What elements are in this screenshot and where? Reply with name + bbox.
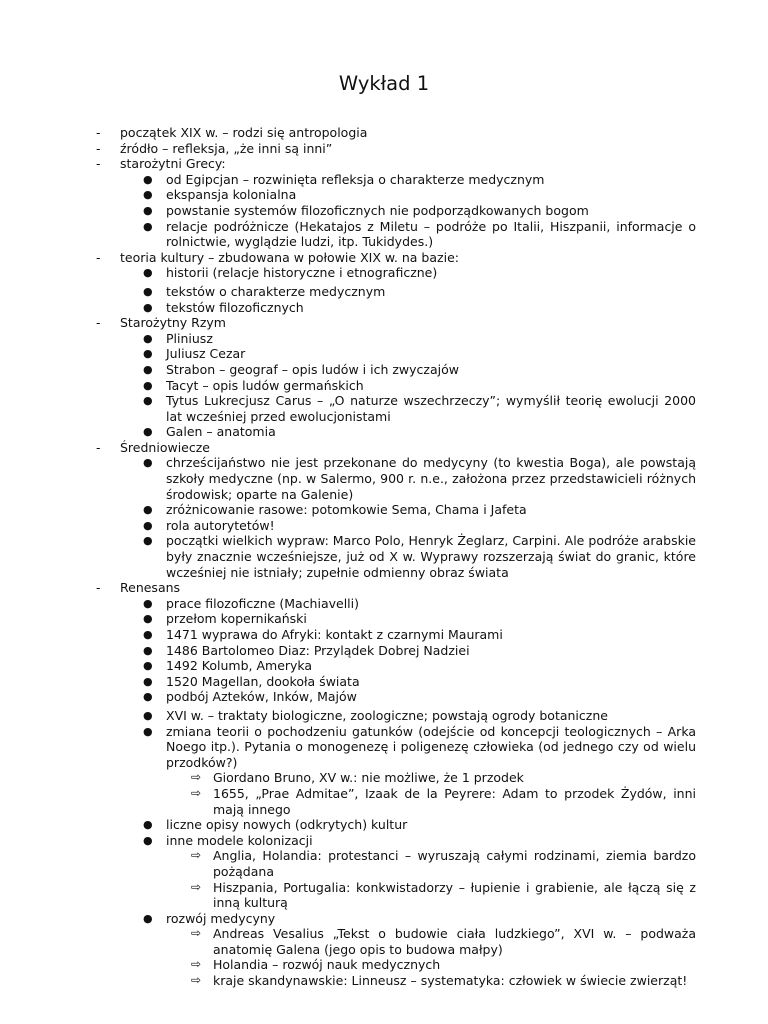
bullet-icon: ● [143,534,153,548]
bullet-item-text: zróżnicowanie rasowe: potomkowie Sema, Chama i Jafeta [166,502,527,518]
bullet-icon: ● [143,188,153,202]
bullet-item [0,689,768,705]
arrow-item [0,786,768,817]
arrow-icon: ⇨ [191,973,202,988]
bullet-item-text: 1486 Bartolomeo Diaz: Przylądek Dobrej Nadziei [166,642,470,658]
bullet-icon: ● [143,300,153,314]
bullet-item [0,393,768,424]
outline-list [0,125,768,989]
bullet-item-text: od Egipcjan – rozwinięta refleksja o charakterze medycznym [166,171,545,187]
bullet-icon: ● [143,362,153,376]
bullet-item-text: historii (relacje historyczne i etnograficzne) [166,265,438,281]
dash-marker: - [96,156,101,172]
bullet-item [0,911,768,927]
arrow-icon: ⇨ [191,785,202,800]
arrow-item-text: kraje skandynawskie: Linneusz – systematyka: człowiek w świecie zwierząt! [213,973,688,989]
bullet-item-text: ekspansja kolonialna [166,187,297,203]
bullet-icon: ● [143,284,153,298]
bullet-icon: ● [143,833,153,847]
bullet-item-text: Galen – anatomia [166,424,276,440]
bullet-item [0,265,768,281]
bullet-item-text: liczne opisy nowych (odkrytych) kultur [166,817,408,833]
dash-marker: - [96,580,101,596]
section-item [0,156,768,172]
arrow-icon: ⇨ [191,926,202,941]
bullet-icon: ● [143,378,153,392]
section-item [0,250,768,266]
bullet-item-text: 1492 Kolumb, Ameryka [166,658,313,674]
bullet-item [0,817,768,833]
arrow-item [0,926,768,957]
bullet-item-text: 1471 wyprawa do Afryki: kontakt z czarnymi Maurami [166,627,503,642]
bullet-item [0,724,768,771]
section-item-text: starożytni Grecy: [120,156,226,172]
bullet-icon: ● [143,172,153,186]
bullet-item-text: rozwój medycyny [166,910,276,926]
bullet-icon: ● [143,690,153,704]
arrow-item [0,957,768,973]
bullet-item-text: rola autorytetów! [166,517,275,533]
arrow-icon: ⇨ [191,879,202,894]
section-item-text: Średniowiecze [120,439,210,455]
bullet-item [0,674,768,690]
bullet-icon: ● [143,219,153,233]
bullet-item [0,203,768,219]
bullet-icon: ● [143,203,153,217]
bullet-icon: ● [143,394,153,408]
section-item-text: Renesans [120,580,181,596]
bullet-icon: ● [143,425,153,439]
section-item [0,125,768,141]
dash-marker: - [96,140,101,156]
bullet-item-text: powstanie systemów filozoficznych nie podporządkowanych bogom [166,202,589,218]
arrow-item-text: Andreas Vesalius „Tekst o budowie ciała ludzkiego”, XVI w. – podważa anatomię Galena (jego opis to budowa małpy) [213,926,696,957]
bullet-item [0,627,768,643]
bullet-item [0,455,768,502]
bullet-item [0,502,768,518]
bullet-icon: ● [143,331,153,345]
bullet-item [0,219,768,250]
arrow-item-text: Hiszpania, Portugalia: konkwistadorzy – łupienie i grabienie, ale łączą się z inną kulturą [213,879,696,911]
bullet-item [0,833,768,849]
arrow-icon: ⇨ [191,957,202,972]
arrow-item [0,973,768,989]
bullet-item [0,658,768,674]
bullet-item-text: przełom kopernikański [166,611,307,627]
bullet-item-text: Tytus Lukrecjusz Carus – „O naturze wszechrzeczy”; wymyślił teorię ewolucji 2000 lat wcześniej przed ewolucjonistami [166,393,696,424]
bullet-icon: ● [143,518,153,532]
arrow-icon: ⇨ [191,770,202,785]
document-title: Wykład 1 [338,72,430,95]
bullet-icon: ● [143,628,153,641]
section-item [0,580,768,596]
bullet-item-text: podbój Azteków, Inków, Majów [166,689,357,705]
bullet-item-text: Tacyt – opis ludów germańskich [166,377,364,393]
arrow-item-text: 1655, „Prae Admitae”, Izaak de la Peyrere: Adam to przodek Żydów, inni mają innego [213,785,696,817]
bullet-item [0,596,768,612]
arrow-item-text: Holandia – rozwój nauk medycznych [213,957,441,973]
section-item [0,141,768,157]
bullet-icon: ● [143,674,153,688]
bullet-icon: ● [143,818,153,832]
bullet-item [0,362,768,378]
bullet-item-text: prace filozoficzne (Machiavelli) [166,595,359,611]
bullet-item-text: tekstów filozoficznych [166,299,304,315]
bullet-item-text: relacje podróżnicze (Hekatajos z Miletu – podróże po Italii, Hiszpanii, informacje o rolnictwie, wyglądzie ludzi, itp. Tukidydes.) [166,218,696,250]
bullet-item [0,346,768,362]
section-item-text: teoria kultury – zbudowana w połowie XIX w. na bazie: [120,249,459,265]
arrow-item-text: Giordano Bruno, XV w.: nie możliwe, że 1 przodek [213,770,524,786]
bullet-item-text: Pliniusz [166,330,213,346]
dash-marker: - [96,439,101,455]
dash-marker: - [96,315,101,331]
bullet-icon: ● [143,708,153,722]
bullet-icon: ● [143,503,153,517]
section-item-text: źródło – refleksja, „że inni są inni” [120,140,333,156]
section-item-text: początek XIX w. – rodzi się antropologia [120,125,368,140]
bullet-icon: ● [143,911,153,925]
arrow-item [0,770,768,786]
bullet-item-text: inne modele kolonizacji [166,832,313,848]
bullet-item [0,331,768,347]
bullet-item [0,611,768,627]
bullet-item [0,172,768,188]
bullet-item-text: XVI w. – traktaty biologiczne, zoologiczne; powstają ogrody botaniczne [166,707,608,723]
arrow-item [0,848,768,879]
bullet-item [0,284,768,300]
bullet-item-text: chrześcijaństwo nie jest przekonane do medycyny (to kwestia Boga), ale powstają szkoły medyczne (np. w Salermo, 900 r. n.e., założona przez przedstawicieli różnych środowisk; oparte na Galenie) [166,455,696,502]
arrow-item-text: Anglia, Holandia: protestanci – wyruszają całymi rodzinami, ziemia bardzo pożądana [213,848,696,879]
bullet-item-text: Juliusz Cezar [166,346,246,362]
bullet-icon: ● [143,266,153,280]
bullet-item-text: zmiana teorii o pochodzeniu gatunków (odejście od koncepcji teologicznych – Arka Noego itp.). Pytania o monogenezę i poligenezę człowieka (od jednego czy od wielu przodków?) [166,723,696,770]
bullet-item-text: początki wielkich wypraw: Marco Polo, Henryk Żeglarz, Carpini. Ale podróże arabskie były znacznie wcześniejsze, już od X w. Wyprawy rozszerzają świat do granic, które wcześniej nie istniały; zupełnie odmienny obraz świata [166,533,696,580]
dash-marker: - [96,249,101,265]
section-item-text: Starożytny Rzym [120,315,226,331]
bullet-icon: ● [143,643,153,657]
bullet-item [0,643,768,659]
bullet-icon: ● [143,596,153,610]
bullet-item-text: 1520 Magellan, dookoła świata [166,673,360,689]
bullet-item [0,424,768,440]
bullet-item [0,708,768,724]
bullet-item [0,518,768,534]
dash-marker: - [96,125,101,140]
section-item [0,440,768,456]
bullet-item [0,300,768,316]
bullet-icon: ● [143,659,153,673]
bullet-item [0,533,768,580]
bullet-icon: ● [143,456,153,470]
section-item [0,315,768,331]
arrow-icon: ⇨ [191,848,202,863]
bullet-item [0,187,768,203]
arrow-item [0,880,768,911]
bullet-icon: ● [143,347,153,361]
bullet-item-text: tekstów o charakterze medycznym [166,283,386,299]
bullet-item-text: Strabon – geograf – opis ludów i ich zwyczajów [166,361,459,377]
bullet-item [0,378,768,394]
bullet-icon: ● [143,724,153,738]
bullet-icon: ● [143,612,153,626]
